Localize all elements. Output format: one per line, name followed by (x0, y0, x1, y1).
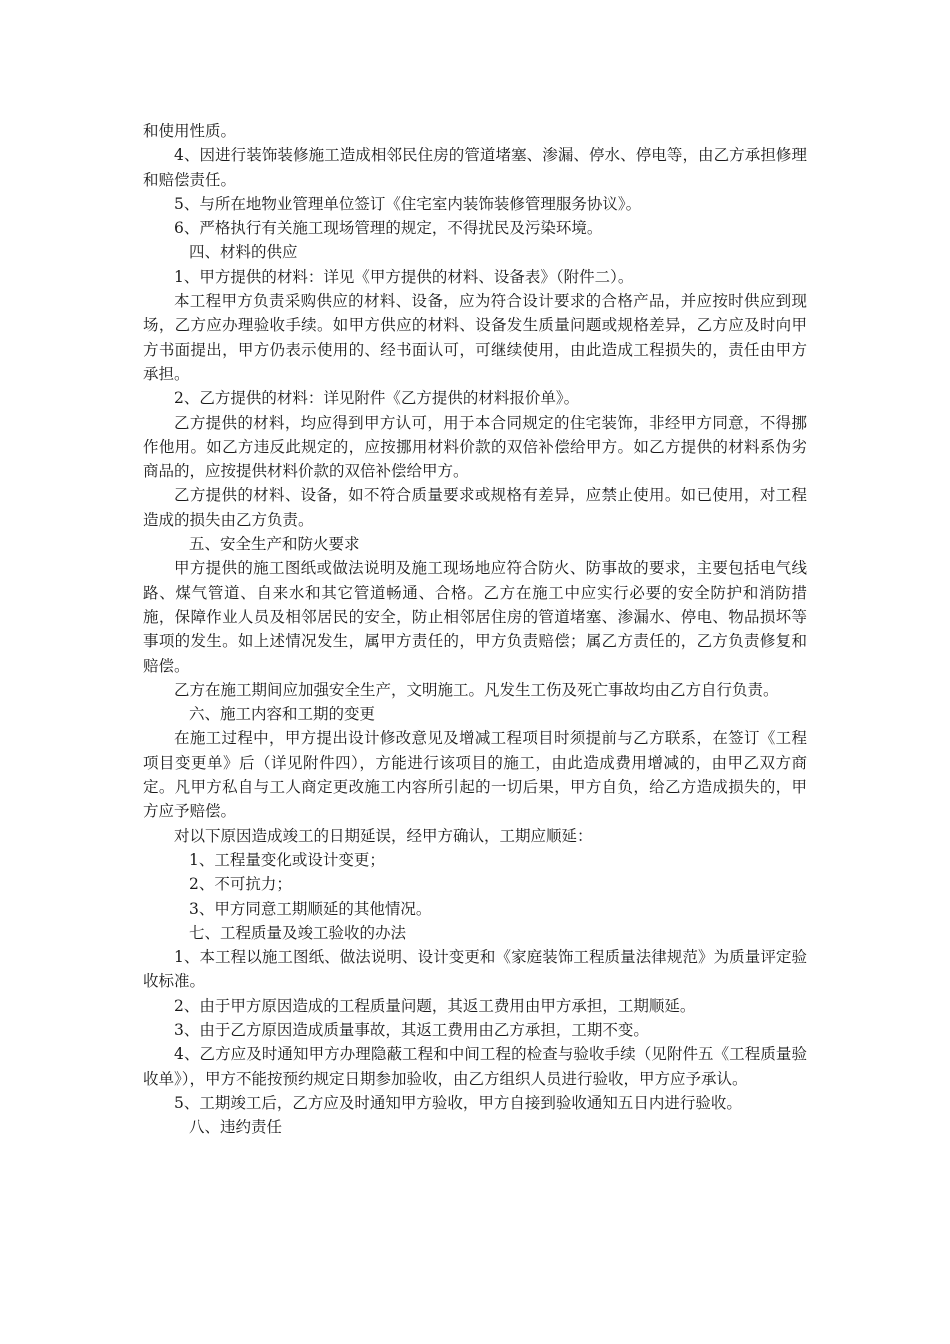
paragraph: 4、因进行装饰装修施工造成相邻民住房的管道堵塞、渗漏、停水、停电等，由乙方承担修理和赔偿责任。 (143, 146, 807, 189)
list-item: 2、不可抗力； (189, 875, 292, 894)
section-heading: 五、安全生产和防火要求 (189, 535, 360, 554)
paragraph: 3、由于乙方原因造成质量事故，其返工费用由乙方承担，工期不变。 (174, 1020, 649, 1039)
section-heading: 六、施工内容和工期的变更 (189, 705, 376, 724)
list-item: 1、工程量变化或设计变更； (189, 850, 385, 869)
paragraph: 乙方在施工期间应加强安全生产，文明施工。凡发生工伤及死亡事故均由乙方自行负责。 (174, 680, 779, 699)
paragraph: 乙方提供的材料、设备，如不符合质量要求或规格有差异，应禁止使用。如已使用，对工程造成的损失由乙方负责。 (143, 486, 807, 529)
paragraph: 1、本工程以施工图纸、做法说明、设计变更和《家庭装饰工程质量法律规范》为质量评定验收标准。 (143, 948, 807, 991)
section-heading: 七、工程质量及竣工验收的办法 (189, 923, 407, 942)
paragraph: 2、由于甲方原因造成的工程质量问题，其返工费用由甲方承担，工期顺延。 (174, 996, 696, 1015)
paragraph: 5、工期竣工后，乙方应及时通知甲方验收，甲方自接到验收通知五日内进行验收。 (174, 1093, 742, 1112)
paragraph: 5、与所在地物业管理单位签订《住宅室内装饰装修管理服务协议》。 (174, 194, 642, 213)
paragraph: 甲方提供的施工图纸或做法说明及施工现场地应符合防火、防事故的要求，主要包括电气线路、煤气管道、自来水和其它管道畅通、合格。乙方在施工中应实行必要的安全防护和消防措施，保障作业人员及相邻居民的安全，防止相邻居住房的管道堵塞、渗漏水、停电、物品损坏等事项的发生。如上述情况发生，属甲方责任的，甲方负责赔偿；属乙方责任的，乙方负责修复和赔偿。 (143, 559, 807, 675)
paragraph: 1、甲方提供的材料：详见《甲方提供的材料、设备表》（附件二）。 (174, 267, 634, 286)
section-heading: 八、违约责任 (189, 1118, 283, 1137)
section-heading: 四、材料的供应 (189, 243, 298, 262)
paragraph: 6、严格执行有关施工现场管理的规定，不得扰民及污染环境。 (174, 219, 603, 238)
paragraph: 在施工过程中，甲方提出设计修改意见及增减工程项目时须提前与乙方联系，在签订《工程项目变更单》后（详见附件四），方能进行该项目的施工，由此造成费用增减的，由甲乙双方商定。凡甲方私自与工人商定更改施工内容所引起的一切后果，甲方自负，给乙方造成损失的，甲方应予赔偿。 (143, 729, 807, 821)
list-item: 3、甲方同意工期顺延的其他情况。 (189, 899, 432, 918)
document-body (143, 119, 807, 1139)
paragraph: 乙方提供的材料，均应得到甲方认可，用于本合同规定的住宅装饰，非经甲方同意，不得挪作他用。如乙方违反此规定的，应按挪用材料价款的双倍补偿给甲方。如乙方提供的材料系伪劣商品的，应按提供材料价款的双倍补偿给甲方。 (143, 413, 807, 481)
paragraph: 2、乙方提供的材料：详见附件《乙方提供的材料报价单》。 (174, 389, 580, 408)
paragraph: 本工程甲方负责采购供应的材料、设备，应为符合设计要求的合格产品，并应按时供应到现场，乙方应办理验收手续。如甲方供应的材料、设备发生质量问题或规格差异，乙方应及时向甲方书面提出，甲方仍表示使用的、经书面认可，可继续使用，由此造成工程损失的，责任由甲方承担。 (143, 292, 807, 383)
paragraph: 对以下原因造成竣工的日期延误，经甲方确认，工期应顺延： (174, 826, 593, 845)
paragraph: 4、乙方应及时通知甲方办理隐蔽工程和中间工程的检查与验收手续（见附件五《工程质量验收单》），甲方不能按预约规定日期参加验收，由乙方组织人员进行验收，甲方应予承认。 (143, 1045, 807, 1088)
paragraph-continuation: 和使用性质。 (143, 122, 237, 140)
